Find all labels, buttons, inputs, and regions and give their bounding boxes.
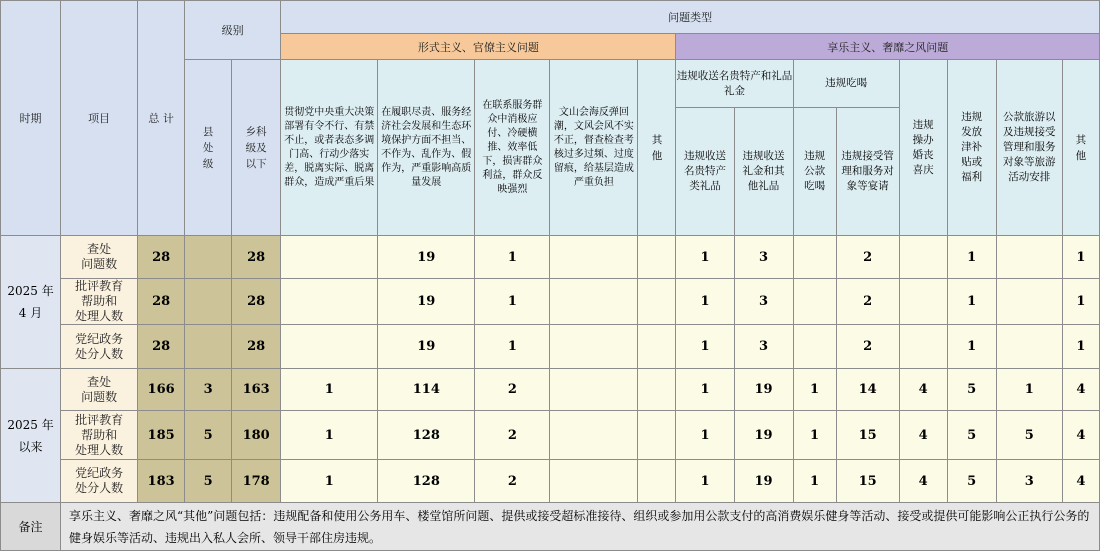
cell: 15 xyxy=(836,411,899,460)
cell xyxy=(281,236,378,279)
table-row xyxy=(1,236,1100,279)
row-item: 批评教育 帮助和 处理人数 xyxy=(61,411,138,460)
cell xyxy=(281,325,378,369)
cell: 3 xyxy=(996,460,1062,503)
row-total: 28 xyxy=(138,279,185,325)
cell: 1 xyxy=(676,411,734,460)
row-county xyxy=(185,236,232,279)
row-county xyxy=(185,325,232,369)
cell: 15 xyxy=(836,460,899,503)
hedon-group-header: 享乐主义、奢靡之风问题 xyxy=(676,34,1100,60)
cell: 19 xyxy=(734,411,793,460)
row-township: 28 xyxy=(232,236,281,279)
cell: 4 xyxy=(899,411,947,460)
cell xyxy=(996,236,1062,279)
cell xyxy=(638,236,676,279)
formal-col-1: 贯彻党中央重大决策部署有令不行、有禁不止，或者表态多调门高、行动少落实差，脱离实际、脱离群众，造成严重后果 xyxy=(281,60,378,236)
cell: 4 xyxy=(1062,369,1099,411)
row-county: 5 xyxy=(185,411,232,460)
cell: 4 xyxy=(1062,460,1099,503)
row-county: 3 xyxy=(185,369,232,411)
cell: 3 xyxy=(734,325,793,369)
row-county: 5 xyxy=(185,460,232,503)
row-item: 查处 问题数 xyxy=(61,369,138,411)
row-township: 163 xyxy=(232,369,281,411)
row-township: 28 xyxy=(232,325,281,369)
cell: 2 xyxy=(475,369,550,411)
gift-col-specialty: 违规收送名贵特产类礼品 xyxy=(676,108,734,236)
cell: 19 xyxy=(378,279,475,325)
cell xyxy=(550,325,638,369)
cell: 19 xyxy=(734,460,793,503)
row-total: 185 xyxy=(138,411,185,460)
cell xyxy=(996,279,1062,325)
cell xyxy=(793,236,836,279)
cell: 5 xyxy=(947,411,996,460)
hedon-col-subsidy: 违规发放津补贴或福利 xyxy=(947,60,996,236)
cell xyxy=(550,369,638,411)
cell: 1 xyxy=(947,325,996,369)
cell xyxy=(793,279,836,325)
formal-col-4: 文山会海反弹回潮，文风会风不实不正，督查检查考核过多过频、过度留痕，给基层造成严重负担 xyxy=(550,60,638,236)
cell xyxy=(899,325,947,369)
cell: 1 xyxy=(947,279,996,325)
cell: 128 xyxy=(378,411,475,460)
cell: 1 xyxy=(947,236,996,279)
eat-col-banquet: 违规接受管理和服务对象等宴请 xyxy=(836,108,899,236)
cell: 2 xyxy=(475,460,550,503)
row-item: 党纪政务 处分人数 xyxy=(61,325,138,369)
cell: 1 xyxy=(475,325,550,369)
cell: 2 xyxy=(836,236,899,279)
table-row xyxy=(1,325,1100,369)
period-header: 时期 xyxy=(1,1,61,236)
cell: 1 xyxy=(281,369,378,411)
table-row xyxy=(1,460,1100,503)
cell xyxy=(638,460,676,503)
cell: 1 xyxy=(676,369,734,411)
problem-type-header: 问题类型 xyxy=(281,1,1100,34)
cell: 1 xyxy=(676,325,734,369)
cell xyxy=(550,460,638,503)
cell: 2 xyxy=(836,279,899,325)
cell: 3 xyxy=(734,236,793,279)
cell: 1 xyxy=(793,369,836,411)
note-row xyxy=(1,503,1100,551)
note-text: 享乐主义、奢靡之风“其他”问题包括：违规配备和使用公务用车、楼堂馆所问题、提供或接受超标准接待、组织或参加用公款支付的高消费娱乐健身等活动、接受或提供可能影响公正执行公务的健身娱乐等活动、违规出入私人会所、领导干部住房违规。 xyxy=(61,503,1100,551)
eat-group-header: 违规吃喝 xyxy=(793,60,899,108)
table-row xyxy=(1,411,1100,460)
township-level-header: 乡科 级及 以下 xyxy=(232,60,281,236)
period-label: 2025 年 以来 xyxy=(1,369,61,503)
row-total: 28 xyxy=(138,325,185,369)
cell: 128 xyxy=(378,460,475,503)
row-county xyxy=(185,279,232,325)
formal-group-header: 形式主义、官僚主义问题 xyxy=(281,34,676,60)
cell: 19 xyxy=(378,236,475,279)
cell xyxy=(550,279,638,325)
cell: 14 xyxy=(836,369,899,411)
cell xyxy=(996,325,1062,369)
formal-col-3: 在联系服务群众中消极应付、冷硬横推、效率低下，损害群众利益，群众反映强烈 xyxy=(475,60,550,236)
row-township: 178 xyxy=(232,460,281,503)
row-total: 28 xyxy=(138,236,185,279)
cell: 2 xyxy=(475,411,550,460)
cell xyxy=(793,325,836,369)
cell: 1 xyxy=(1062,236,1099,279)
cell: 5 xyxy=(996,411,1062,460)
level-header: 级别 xyxy=(185,1,281,60)
row-item: 党纪政务 处分人数 xyxy=(61,460,138,503)
row-item: 查处 问题数 xyxy=(61,236,138,279)
item-header: 项目 xyxy=(61,1,138,236)
cell: 4 xyxy=(899,369,947,411)
gift-col-money: 违规收送礼金和其他礼品 xyxy=(734,108,793,236)
cell xyxy=(550,236,638,279)
row-total: 166 xyxy=(138,369,185,411)
cell: 5 xyxy=(947,460,996,503)
cell: 1 xyxy=(793,460,836,503)
cell: 19 xyxy=(734,369,793,411)
row-township: 28 xyxy=(232,279,281,325)
cell: 1 xyxy=(676,236,734,279)
period-label: 2025 年 4 月 xyxy=(1,236,61,369)
cell: 1 xyxy=(1062,279,1099,325)
cell: 3 xyxy=(734,279,793,325)
cell xyxy=(550,411,638,460)
cell: 1 xyxy=(475,236,550,279)
row-township: 180 xyxy=(232,411,281,460)
cell: 1 xyxy=(676,460,734,503)
hedon-col-other: 其 他 xyxy=(1062,60,1099,236)
cell xyxy=(281,279,378,325)
cell xyxy=(638,325,676,369)
formal-col-2: 在履职尽责、服务经济社会发展和生态环境保护方面不担当、不作为、乱作为、假作为，严重影响高质量发展 xyxy=(378,60,475,236)
cell: 114 xyxy=(378,369,475,411)
eat-col-public: 违规公款吃喝 xyxy=(793,108,836,236)
cell: 1 xyxy=(475,279,550,325)
cell xyxy=(899,279,947,325)
cell: 4 xyxy=(1062,411,1099,460)
cell: 1 xyxy=(281,411,378,460)
cell xyxy=(638,279,676,325)
cell xyxy=(638,369,676,411)
cell: 5 xyxy=(947,369,996,411)
cell: 19 xyxy=(378,325,475,369)
cell: 2 xyxy=(836,325,899,369)
table-row xyxy=(1,279,1100,325)
county-level-header: 县 处 级 xyxy=(185,60,232,236)
cell xyxy=(899,236,947,279)
cell: 1 xyxy=(793,411,836,460)
note-label: 备注 xyxy=(1,503,61,551)
formal-col-other: 其 他 xyxy=(638,60,676,236)
table-row xyxy=(1,369,1100,411)
gift-group-header: 违规收送名贵特产和礼品礼金 xyxy=(676,60,793,108)
hedon-col-travel: 公款旅游以及违规接受管理和服务对象等旅游活动安排 xyxy=(996,60,1062,236)
row-total: 183 xyxy=(138,460,185,503)
row-item: 批评教育 帮助和 处理人数 xyxy=(61,279,138,325)
cell xyxy=(638,411,676,460)
cell: 1 xyxy=(676,279,734,325)
hedon-col-wedding: 违规操办婚丧喜庆 xyxy=(899,60,947,236)
total-header: 总 计 xyxy=(138,1,185,236)
cell: 1 xyxy=(1062,325,1099,369)
cell: 4 xyxy=(899,460,947,503)
cell: 1 xyxy=(996,369,1062,411)
cell: 1 xyxy=(281,460,378,503)
